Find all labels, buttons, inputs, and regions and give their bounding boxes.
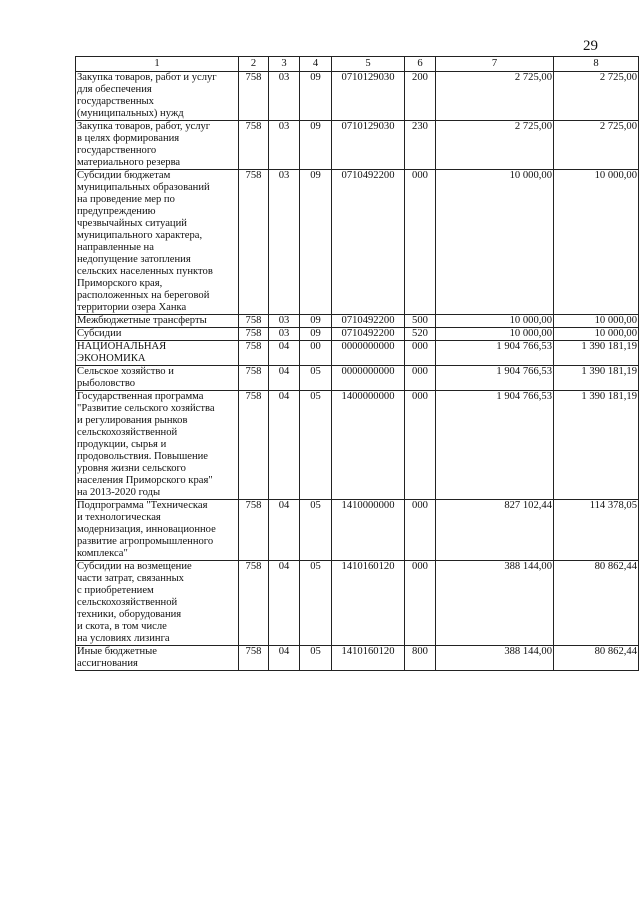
column-header: 1	[76, 57, 239, 72]
amount-col8-cell: 80 862,44	[554, 561, 639, 646]
amount-col8-cell: 2 725,00	[554, 121, 639, 170]
amount-col8-cell: 114 378,05	[554, 500, 639, 561]
table-row	[76, 72, 639, 121]
section-code-cell: 04	[269, 341, 300, 366]
subsection-code-cell: 09	[300, 170, 332, 315]
column-header: 4	[300, 57, 332, 72]
subsection-code-cell: 05	[300, 366, 332, 391]
section-code-cell: 03	[269, 170, 300, 315]
row-name-cell: Межбюджетные трансферты	[76, 315, 239, 328]
budget-table	[75, 56, 639, 671]
column-header: 5	[332, 57, 405, 72]
row-name-cell: Субсидии	[76, 328, 239, 341]
ministry-code-cell: 758	[239, 121, 269, 170]
target-article-cell: 1410000000	[332, 500, 405, 561]
subsection-code-cell: 05	[300, 561, 332, 646]
table-row	[76, 500, 639, 561]
expense-type-cell: 000	[405, 366, 436, 391]
expense-type-cell: 000	[405, 341, 436, 366]
ministry-code-cell: 758	[239, 341, 269, 366]
ministry-code-cell: 758	[239, 391, 269, 500]
target-article-cell: 1410160120	[332, 561, 405, 646]
section-code-cell: 04	[269, 391, 300, 500]
row-name-cell: Сельское хозяйство и рыболовство	[76, 366, 239, 391]
ministry-code-cell: 758	[239, 72, 269, 121]
amount-col7-cell: 388 144,00	[436, 561, 554, 646]
ministry-code-cell: 758	[239, 170, 269, 315]
subsection-code-cell: 00	[300, 341, 332, 366]
amount-col7-cell: 1 904 766,53	[436, 391, 554, 500]
ministry-code-cell: 758	[239, 500, 269, 561]
ministry-code-cell: 758	[239, 328, 269, 341]
table-row	[76, 121, 639, 170]
amount-col7-cell: 388 144,00	[436, 646, 554, 671]
subsection-code-cell: 05	[300, 646, 332, 671]
section-code-cell: 03	[269, 121, 300, 170]
target-article-cell: 0710129030	[332, 72, 405, 121]
expense-type-cell: 000	[405, 170, 436, 315]
expense-type-cell: 520	[405, 328, 436, 341]
amount-col8-cell: 80 862,44	[554, 646, 639, 671]
table-row	[76, 391, 639, 500]
table-row	[76, 646, 639, 671]
row-name-cell: Субсидии на возмещение части затрат, связанных с приобретением сельскохозяйственной техники, оборудования и скота, в том числе на условиях лизинга	[76, 561, 239, 646]
amount-col7-cell: 10 000,00	[436, 315, 554, 328]
subsection-code-cell: 05	[300, 391, 332, 500]
column-header: 8	[554, 57, 639, 72]
expense-type-cell: 200	[405, 72, 436, 121]
expense-type-cell: 000	[405, 500, 436, 561]
amount-col7-cell: 1 904 766,53	[436, 366, 554, 391]
section-code-cell: 03	[269, 315, 300, 328]
target-article-cell: 1410160120	[332, 646, 405, 671]
table-row	[76, 366, 639, 391]
amount-col7-cell: 2 725,00	[436, 72, 554, 121]
target-article-cell: 0710492200	[332, 315, 405, 328]
row-name-cell: Подпрограмма "Техническая и технологическая модернизация, инновационное развитие агропромышленного комплекса"	[76, 500, 239, 561]
table-row	[76, 328, 639, 341]
amount-col7-cell: 1 904 766,53	[436, 341, 554, 366]
table-row	[76, 561, 639, 646]
page-number: 29	[583, 38, 598, 54]
target-article-cell: 1400000000	[332, 391, 405, 500]
row-name-cell: НАЦИОНАЛЬНАЯ ЭКОНОМИКА	[76, 341, 239, 366]
expense-type-cell: 500	[405, 315, 436, 328]
amount-col8-cell: 1 390 181,19	[554, 391, 639, 500]
section-code-cell: 04	[269, 500, 300, 561]
amount-col7-cell: 10 000,00	[436, 328, 554, 341]
column-header: 7	[436, 57, 554, 72]
ministry-code-cell: 758	[239, 561, 269, 646]
subsection-code-cell: 09	[300, 315, 332, 328]
table-row	[76, 341, 639, 366]
expense-type-cell: 800	[405, 646, 436, 671]
row-name-cell: Государственная программа "Развитие сельского хозяйства и регулирования рынков сельскохозяйственной продукции, сырья и продовольствия. Повышение уровня жизни сельского населения Приморского края" на 2013-2020 годы	[76, 391, 239, 500]
row-name-cell: Иные бюджетные ассигнования	[76, 646, 239, 671]
row-name-cell: Закупка товаров, работ, услуг в целях формирования государственного материального резерва	[76, 121, 239, 170]
row-name-cell: Закупка товаров, работ и услуг для обеспечения государственных (муниципальных) нужд	[76, 72, 239, 121]
section-code-cell: 04	[269, 646, 300, 671]
target-article-cell: 0710492200	[332, 328, 405, 341]
target-article-cell: 0000000000	[332, 366, 405, 391]
expense-type-cell: 000	[405, 561, 436, 646]
table-header-row	[76, 57, 639, 72]
table-body	[76, 72, 639, 671]
amount-col7-cell: 827 102,44	[436, 500, 554, 561]
amount-col7-cell: 2 725,00	[436, 121, 554, 170]
section-code-cell: 04	[269, 561, 300, 646]
amount-col8-cell: 2 725,00	[554, 72, 639, 121]
section-code-cell: 03	[269, 328, 300, 341]
column-header: 2	[239, 57, 269, 72]
amount-col8-cell: 1 390 181,19	[554, 341, 639, 366]
amount-col8-cell: 1 390 181,19	[554, 366, 639, 391]
table-row	[76, 315, 639, 328]
expense-type-cell: 230	[405, 121, 436, 170]
ministry-code-cell: 758	[239, 366, 269, 391]
section-code-cell: 03	[269, 72, 300, 121]
column-header: 3	[269, 57, 300, 72]
section-code-cell: 04	[269, 366, 300, 391]
amount-col8-cell: 10 000,00	[554, 315, 639, 328]
subsection-code-cell: 09	[300, 72, 332, 121]
ministry-code-cell: 758	[239, 315, 269, 328]
table-row	[76, 170, 639, 315]
target-article-cell: 0710129030	[332, 121, 405, 170]
amount-col8-cell: 10 000,00	[554, 170, 639, 315]
row-name-cell: Субсидии бюджетам муниципальных образований на проведение мер по предупреждению чрезвычайных ситуаций муниципального характера, направленные на недопущение затопления сельских населенных пунктов Приморского края, расположенных на береговой территории озера Ханка	[76, 170, 239, 315]
amount-col7-cell: 10 000,00	[436, 170, 554, 315]
expense-type-cell: 000	[405, 391, 436, 500]
column-header: 6	[405, 57, 436, 72]
amount-col8-cell: 10 000,00	[554, 328, 639, 341]
target-article-cell: 0710492200	[332, 170, 405, 315]
subsection-code-cell: 09	[300, 328, 332, 341]
ministry-code-cell: 758	[239, 646, 269, 671]
subsection-code-cell: 09	[300, 121, 332, 170]
subsection-code-cell: 05	[300, 500, 332, 561]
target-article-cell: 0000000000	[332, 341, 405, 366]
